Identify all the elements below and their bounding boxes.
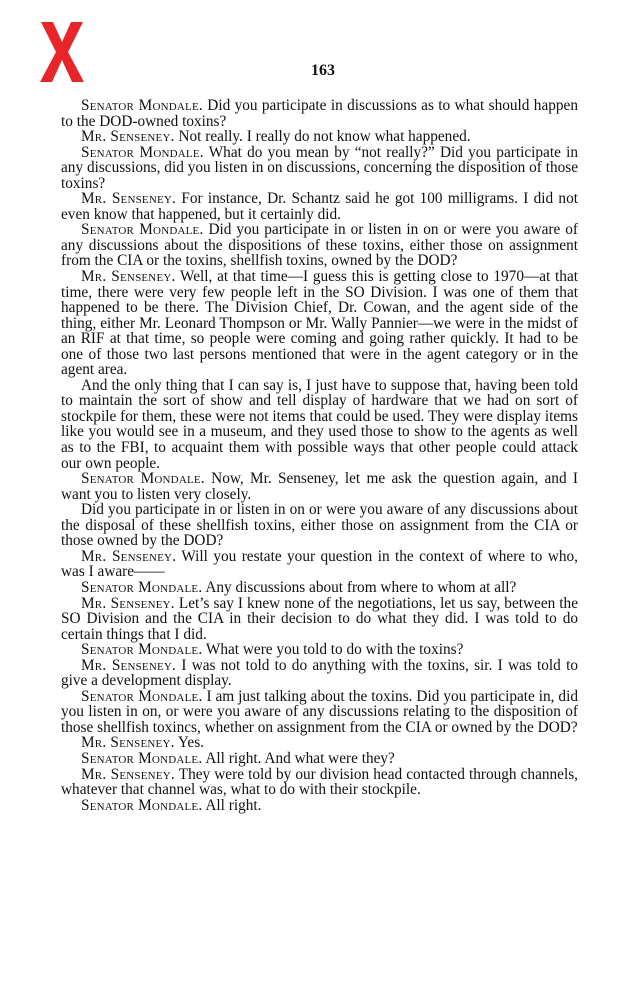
speech-text: For instance, Dr. Schantz said he got 100 milligrams. I did not even know that happened, but it certainly did.	[61, 190, 578, 223]
testimony-text	[61, 98, 578, 813]
speech-text: Did you participate in discussions as to what should happen to the DOD-owned toxins?	[61, 97, 578, 130]
speech-text: Yes.	[174, 734, 204, 752]
paragraph	[61, 145, 578, 192]
paragraph	[61, 751, 578, 767]
speech-text: Well, at that time—I guess this is getting close to 1970—at that time, there were very few people left in the SO Division. I was one of them that happened to be there. The Division Chief, Dr. Cowan, and the agent side of the thing, either Mr. Leonard Thompson or Mr. Wally Pannier—we were in the midst of an RIF at that time, so people were coming and going rather quickly. It had to be one of those two last persons mentioned that were in the agent category or in the agent area.	[61, 268, 578, 379]
paragraph	[61, 798, 578, 814]
paragraph	[61, 222, 578, 269]
speech-text: They were told by our division head contacted through channels, whatever that channel was, what to do with their stockpile.	[61, 765, 578, 799]
paragraph	[61, 580, 578, 596]
paragraph	[61, 767, 578, 798]
speech-text: Any discussions about from where to whom at all?	[202, 578, 517, 596]
paragraph	[61, 689, 578, 736]
speech-text: All right. And what were they?	[202, 749, 395, 767]
paragraph	[61, 269, 578, 378]
speech-text: What do you mean by “not really?” Did you participate in any discussions, did you listen in on discussions, concerning the disposition of those toxins?	[61, 143, 578, 192]
speaker-name: Mr. Senseney.	[81, 547, 177, 565]
speech-text: Let’s say I knew none of the negotiations, let us say, between the SO Division and the CIA in their decision to do what they did. I was told to do certain things that I did.	[61, 594, 578, 643]
paragraph	[61, 378, 578, 471]
paragraph	[61, 549, 578, 580]
speech-text: I am just talking about the toxins. Did you participate in, did you listen in on, or were you aware of any discussions relating to the disposition of those shellfish toxincs, whether on assignment from the CIA or owned by the DOD?	[61, 687, 578, 736]
page-number: 163	[311, 62, 335, 79]
speech-text: I was not told to do anything with the toxins, sir. I was told to give a development display.	[61, 656, 578, 690]
paragraph	[61, 129, 578, 145]
speaker-name: Senator Mondale.	[81, 97, 203, 114]
speaker-name: Senator Mondale.	[81, 796, 203, 814]
speaker-name: Senator Mondale.	[81, 641, 203, 659]
speaker-name: Senator Mondale.	[81, 687, 203, 705]
speaker-name: Mr. Senseney.	[81, 734, 175, 752]
paragraph	[61, 596, 578, 643]
speaker-name: Mr. Senseney.	[81, 268, 176, 286]
paragraph	[61, 642, 578, 658]
speaker-name: Senator Mondale.	[81, 221, 204, 239]
speech-text: Will you restate your question in the context of where to who, was I aware——	[61, 547, 578, 581]
speaker-name: Senator Mondale.	[81, 470, 205, 488]
speech-text: And the only thing that I can say is, I just have to suppose that, having been told to maintain the sort of show and tell display of hardware that we had on sort of stockpile for them, these were not items that could be used. They were display items like you would see in a museum, and they used those to show to the agents as well as to the FBI, to acquaint them with possible ways that other people could attack our own people.	[61, 376, 578, 472]
speaker-name: Mr. Senseney.	[81, 190, 177, 208]
paragraph	[61, 98, 578, 129]
paragraph	[61, 658, 578, 689]
speech-text: Now, Mr. Senseney, let me ask the question again, and I want you to listen very closely.	[61, 470, 578, 503]
speaker-name: Mr. Senseney.	[81, 128, 175, 146]
speech-text: Did you participate in or listen in on or were you aware of any discussions about the disposal of these shellfish toxins, either those on assignment from the CIA or those owned by the DOD?	[61, 501, 578, 550]
speech-text: Not really. I really do not know what happened.	[174, 128, 471, 146]
speaker-name: Senator Mondale.	[81, 143, 204, 161]
paragraph	[61, 502, 578, 549]
speaker-name: Mr. Senseney.	[81, 765, 175, 783]
speaker-name: Senator Mondale.	[81, 749, 203, 767]
paragraph	[61, 471, 578, 502]
speech-text: What were you told to do with the toxins?	[202, 641, 464, 659]
speaker-name: Mr. Senseney.	[81, 594, 175, 612]
paragraph	[61, 191, 578, 222]
paragraph	[61, 735, 578, 751]
speech-text: Did you participate in or listen in on or were you aware of any discussions about the dispositions of these toxins, either those on assignment from the CIA or the toxins, shellfish toxins, owned by the DOD?	[61, 221, 578, 270]
speech-text: All right.	[202, 796, 262, 814]
speaker-name: Mr. Senseney.	[81, 656, 177, 674]
speaker-name: Senator Mondale.	[81, 578, 203, 596]
